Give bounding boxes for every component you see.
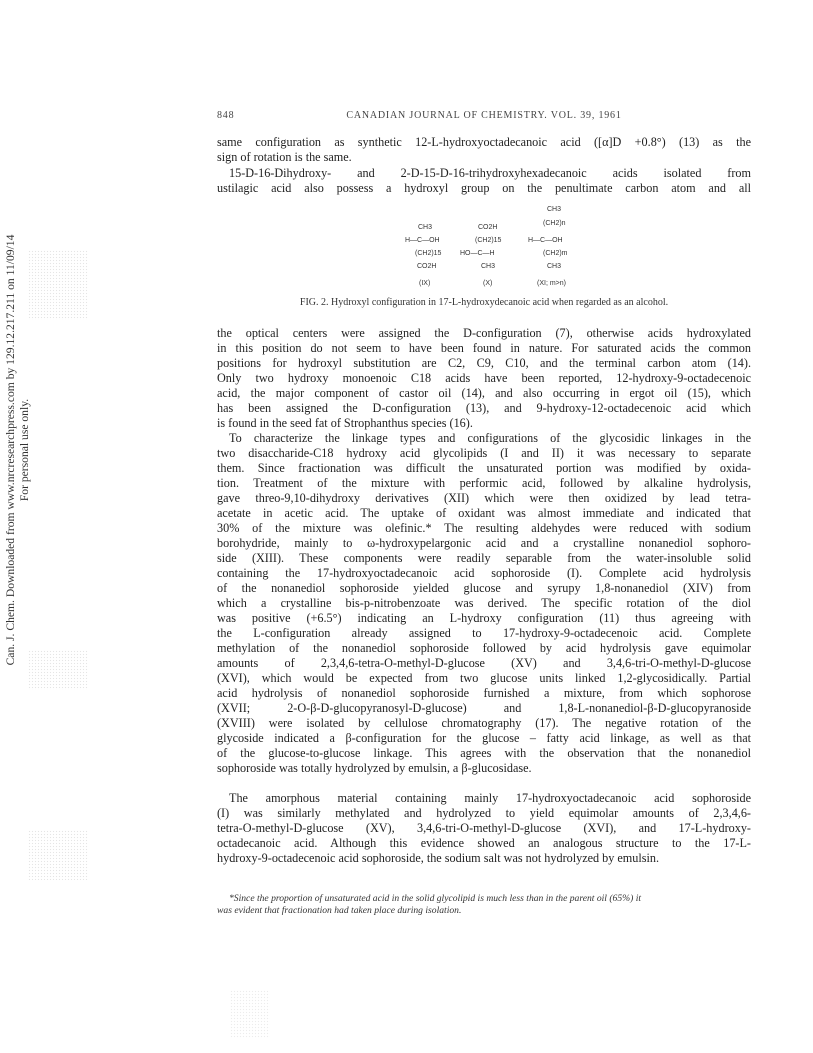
text-line: is found in the seed fat of Strophanthus species (16). (217, 416, 473, 430)
structure-xi-line: (CH2)n (543, 220, 566, 227)
text-line: (I) was similarly methylated and hydrolyzed to yield equimolar amounts of 2,3,4,6- (217, 806, 751, 820)
scan-noise (28, 830, 88, 880)
watermark-line-1: Can. J. Chem. Downloaded from www.nrcresearchpress.com by 129.12.217.211 on 11/09/14 (4, 234, 17, 666)
text-line: To characterize the linkage types and configurations of the glycosidic linkages in the (229, 431, 751, 445)
text-line: sophoroside was totally hydrolyzed by emulsin, a β-glucosidase. (217, 761, 532, 775)
structure-ix-line: H—C—OH (405, 237, 440, 244)
text-line: in this position do not seem to have been found in nature. For saturated acids the common (217, 341, 751, 355)
structure-ix-label: (IX) (419, 280, 431, 287)
scan-noise (28, 650, 88, 690)
paragraph-4 (217, 431, 751, 776)
text-line: was positive (+6.5°) indicating an L-hydroxy configuration (11) thus agreeing with (217, 611, 751, 625)
paragraph-1 (217, 135, 751, 165)
structure-x-line: (CH2)15 (475, 237, 502, 244)
footnote (217, 893, 751, 917)
scan-noise (230, 990, 270, 1038)
text-line: has been assigned the D-configuration (13), and 9-hydroxy-12-octadecenoic acid which (217, 401, 751, 415)
structure-ix-line: CH3 (418, 224, 433, 231)
text-line: hydroxy-9-octadecenoic acid sophoroside, the sodium salt was not hydrolyzed by emulsin. (217, 851, 660, 865)
text-line: the optical centers were assigned the D-configuration (7), otherwise acids hydroxylated (217, 326, 751, 340)
structure-xi-line: (CH2)m (543, 250, 568, 257)
paragraph-5 (217, 791, 751, 866)
text-line: which a crystalline bis-p-nitrobenzoate was derived. The specific rotation of the diol (217, 596, 751, 610)
text-line: borohydride, mainly to ω-hydroxypelargonic acid and a crystalline nonanediol sophoro- (217, 536, 751, 550)
structure-xi-line: CH3 (547, 263, 562, 270)
text-line: (XVII; 2-O-β-D-glucopyranosyl-D-glucose) and 1,8-L-nonanediol-β-D-glucopyranoside (217, 701, 751, 715)
text-line: of the nonanediol sophoroside yielded glucose and syrupy 1,8-nonanediol (XIV) from (217, 581, 751, 595)
structure-xi-label: (XI; m>n) (537, 280, 566, 287)
text-line: acid, the major component of castor oil (14), and also occurring in ergot oil (15), which (217, 386, 751, 400)
text-line: Only two hydroxy monoenoic C18 acids have been reported, 12-hydroxy-9-octadecenoic (217, 371, 751, 385)
scan-noise (28, 250, 88, 320)
text-line: of the glucose-to-glucose linkage. This agrees with the observation that the nonanediol (217, 746, 751, 760)
text-line: positions for hydroxyl substitution are C2, C9, C10, and the terminal carbon atom (14). (217, 356, 751, 370)
structure-x-line: HO—C—H (460, 250, 495, 257)
figure-2-structures (395, 198, 595, 293)
footnote-line: *Since the proportion of unsaturated acid in the solid glycolipid is much less than in the parent oil (65%) it (229, 893, 642, 904)
structure-ix-line: CO2H (417, 263, 437, 270)
text-line: methylation of the nonanediol sophoroside followed by acid hydrolysis gave equimolar (217, 641, 751, 655)
text-line: acid hydrolysis of nonanediol sophoroside furnished a mixture, from which sophorose (217, 686, 751, 700)
structure-ix-line: (CH2)15 (415, 250, 442, 257)
text-line: (XVIII) were isolated by cellulose chromatography (17). The negative rotation of the (217, 716, 751, 730)
paragraph-3 (217, 326, 751, 431)
structure-x-label: (X) (483, 280, 493, 287)
text-line: tetra-O-methyl-D-glucose (XV), 3,4,6-tri-O-methyl-D-glucose (XVI), and 17-L-hydroxy- (217, 821, 751, 835)
text-line: The amorphous material containing mainly 17-hydroxyoctadecanoic acid sophoroside (229, 791, 751, 805)
text-line: same configuration as synthetic 12-L-hydroxyoctadecanoic acid ([α]D +0.8°) (13) as the (217, 135, 751, 149)
watermark-line-2: For personal use only. (18, 398, 31, 502)
download-watermark (4, 70, 32, 830)
text-line: side (XIII). These components were readily separable from the water-insoluble solid (217, 551, 751, 565)
structure-x-line: CH3 (481, 263, 496, 270)
text-line: glycoside indicated a β-configuration for the glucose – fatty acid linkage, as well as that (217, 731, 751, 745)
text-line: acetate in acetic acid. The uptake of oxidant was almost immediate and indicated that (217, 506, 751, 520)
text-line: containing the 17-hydroxyoctadecanoic acid sophoroside (I). Complete acid hydrolysis (217, 566, 751, 580)
structure-x-line: CO2H (478, 224, 498, 231)
text-line: tion. Treatment of the mixture with performic acid, followed by alkaline hydrolysis, (217, 476, 751, 490)
text-line: sign of rotation is the same. (217, 150, 352, 164)
text-line: 30% of the mixture was olefinic.* The resulting aldehydes were reduced with sodium (217, 521, 751, 535)
journal-title: CANADIAN JOURNAL OF CHEMISTRY. VOL. 39, 1961 (346, 110, 622, 121)
text-line: two disaccharide-C18 hydroxy acid glycolipids (I and II) it was necessary to separate (217, 446, 751, 460)
footnote-line: was evident that fractionation had taken place during isolation. (217, 905, 462, 916)
structure-xi-line: CH3 (547, 206, 562, 213)
text-line: them. Since fractionation was difficult the unsaturated portion was modified by oxida- (217, 461, 751, 475)
text-line: gave threo-9,10-dihydroxy derivatives (XII) which were then oxidized by lead tetra- (217, 491, 751, 505)
text-line: 15-D-16-Dihydroxy- and 2-D-15-D-16-trihydroxyhexadecanoic acids isolated from (229, 166, 751, 180)
page-number: 848 (217, 110, 235, 121)
text-line: the L-configuration already assigned to 17-hydroxy-9-octadecenoic acid. Complete (217, 626, 751, 640)
paragraph-2 (217, 166, 751, 196)
text-line: amounts of 2,3,4,6-tetra-O-methyl-D-glucose (XV) and 3,4,6-tri-O-methyl-D-glucose (217, 656, 751, 670)
text-line: (XVI), which would be expected from two glucose units linked 1,2-glycosidically. Partial (217, 671, 751, 685)
text-line: ustilagic acid also possess a hydroxyl group on the penultimate carbon atom and all (217, 181, 751, 195)
left-margin (0, 0, 60, 1053)
text-line: octadecanoic acid. Although this evidence showed an analogous structure to the 17-L- (217, 836, 751, 850)
structure-xi-line: H—C—OH (528, 237, 563, 244)
figure-caption: FIG. 2. Hydroxyl configuration in 17-L-hydroxydecanoic acid when regarded as an alcohol. (299, 297, 669, 308)
